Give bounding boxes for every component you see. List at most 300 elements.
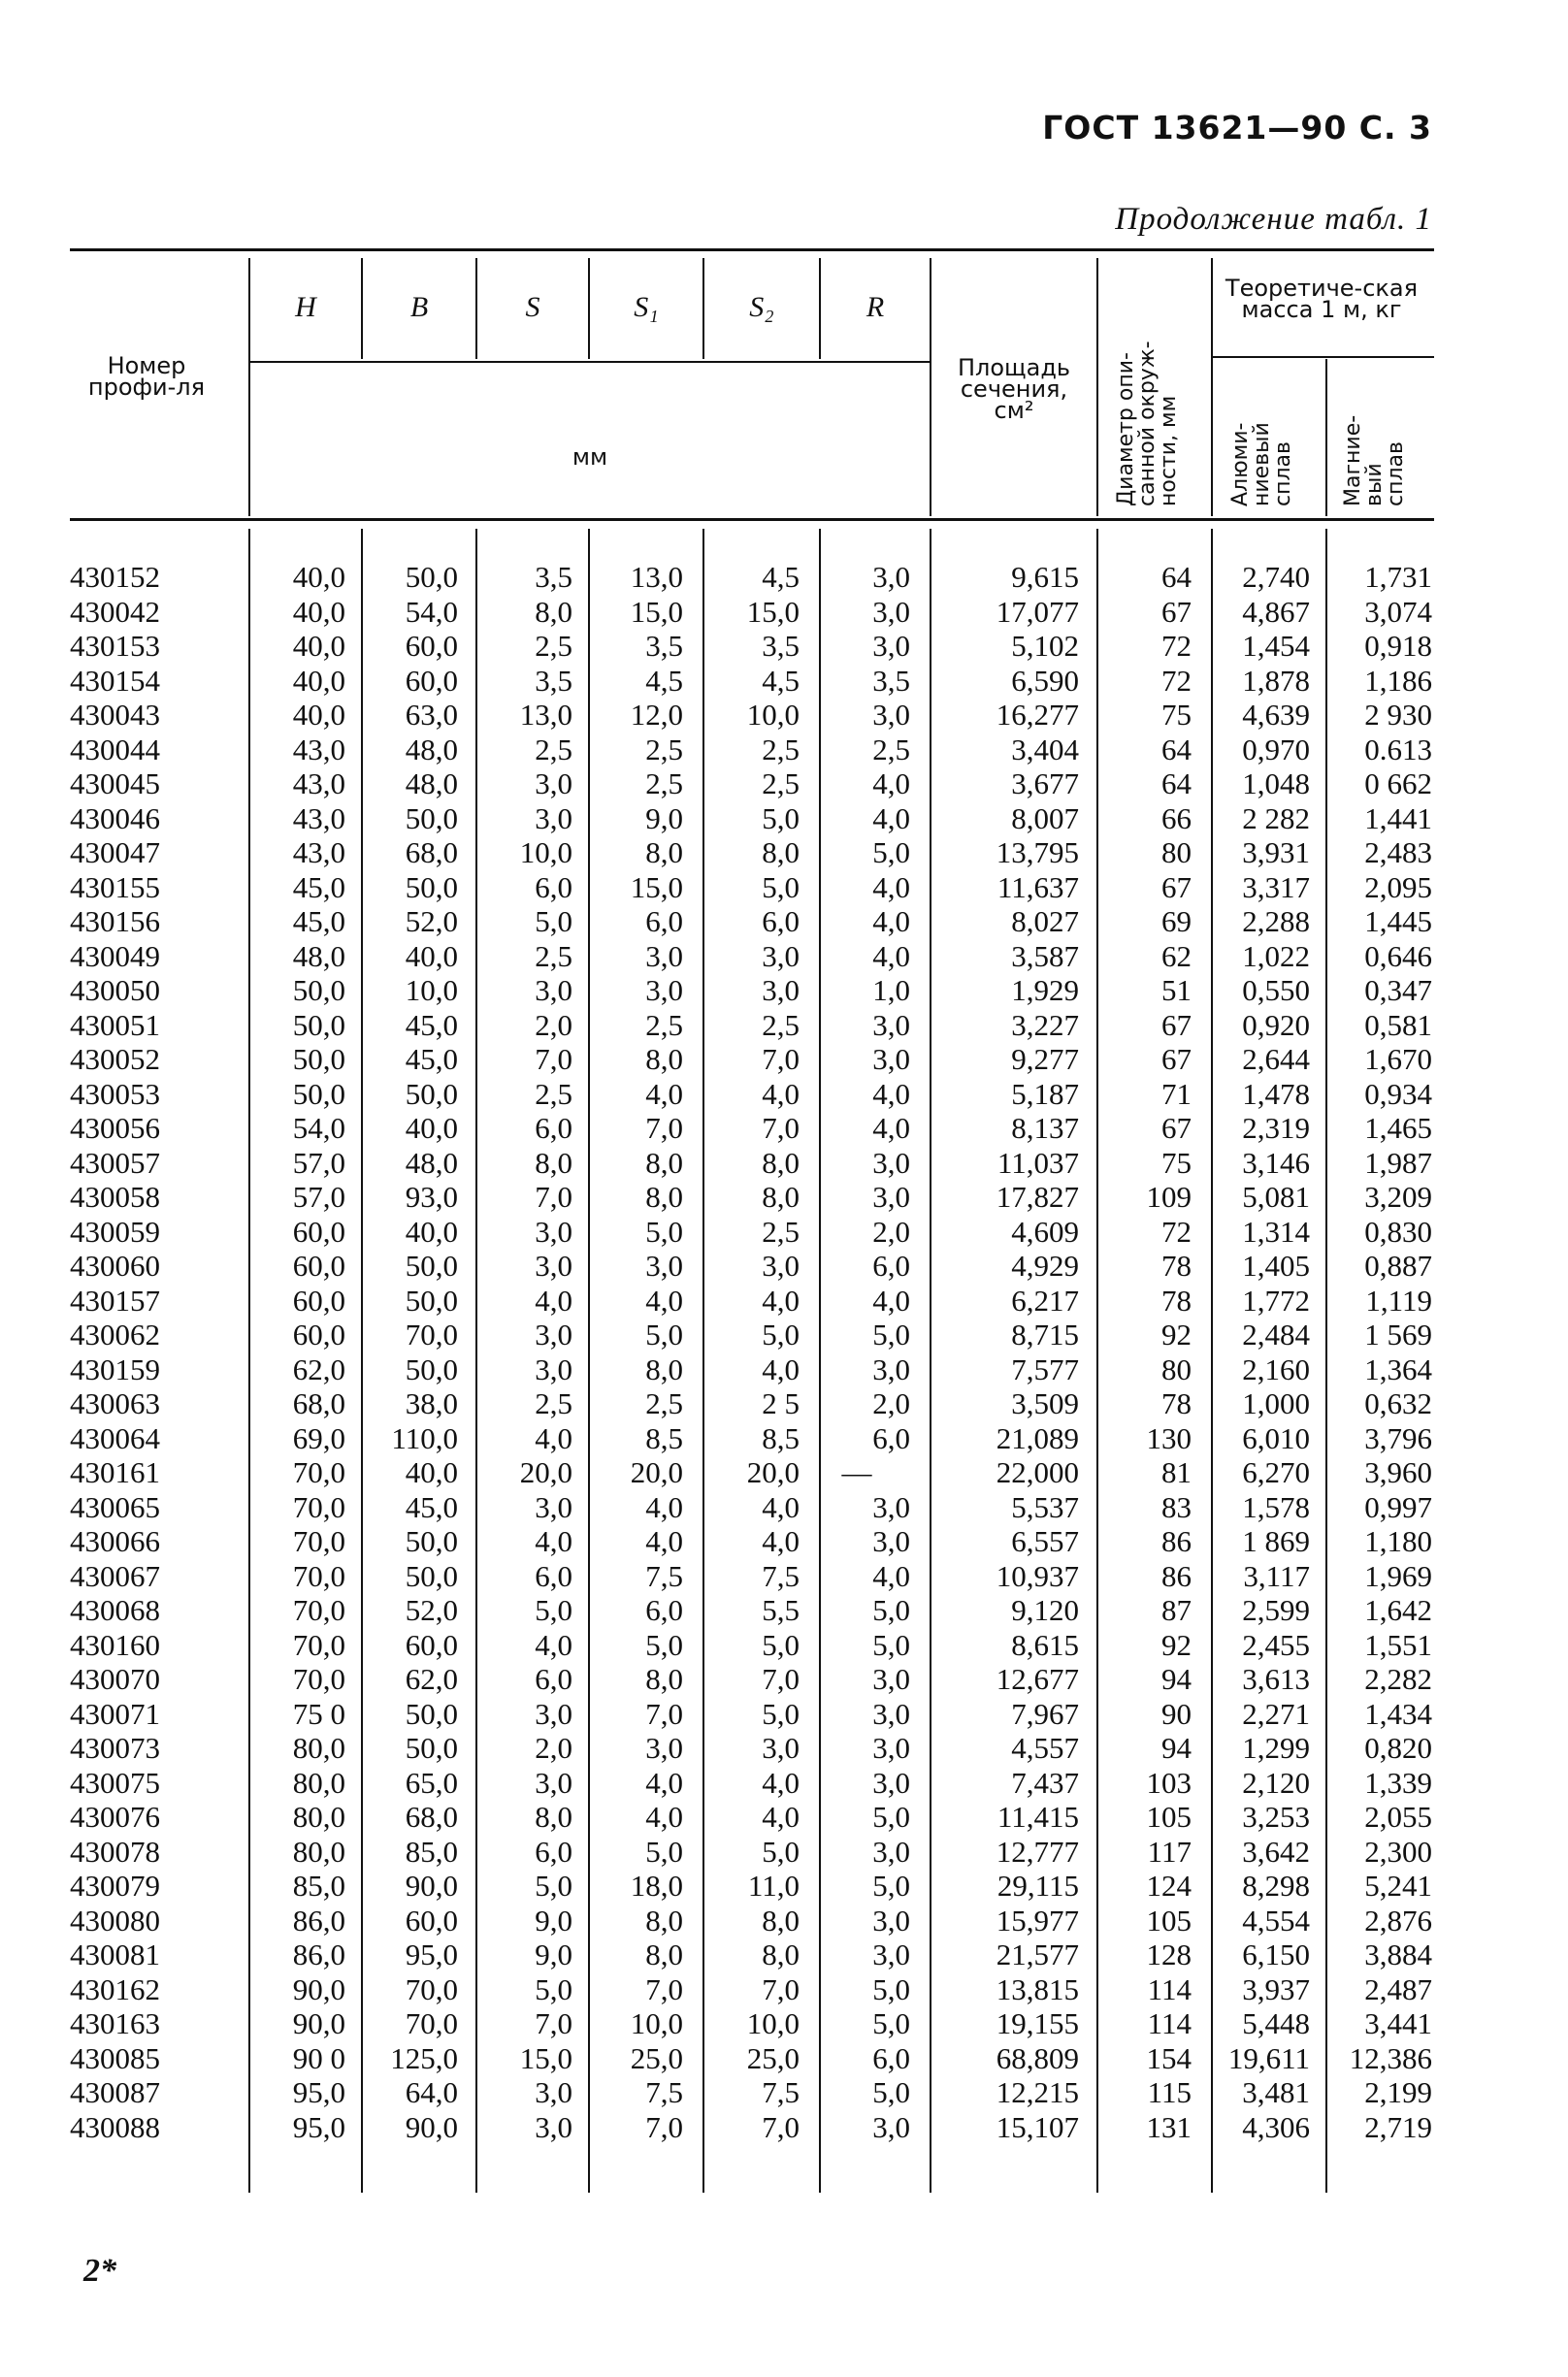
cell-diameter: 105 bbox=[1146, 1903, 1192, 1937]
cell-mass-aluminum: 3,117 bbox=[1243, 1558, 1310, 1593]
cell-profile-number: 430079 bbox=[70, 1869, 160, 1903]
cell-S: 8,0 bbox=[535, 1800, 572, 1834]
header-R: R bbox=[866, 291, 885, 323]
cell-R: 4,0 bbox=[872, 938, 910, 973]
cell-H: 48,0 bbox=[292, 938, 345, 973]
cell-H: 40,0 bbox=[292, 698, 345, 732]
table-row bbox=[0, 1455, 1568, 1489]
cell-S2: 4,0 bbox=[762, 1800, 800, 1834]
cell-S1: 4,0 bbox=[645, 1765, 683, 1800]
cell-profile-number: 430162 bbox=[70, 1971, 160, 2006]
cell-S1: 2,5 bbox=[645, 732, 683, 766]
header-profile-number: Номер профи-ля bbox=[87, 352, 206, 401]
cell-H: 90,0 bbox=[292, 2006, 345, 2040]
table-row bbox=[0, 1524, 1568, 1558]
cell-S1: 7,5 bbox=[645, 1558, 683, 1593]
cell-H: 70,0 bbox=[292, 1627, 345, 1662]
cell-B: 63,0 bbox=[405, 698, 458, 732]
cell-diameter: 51 bbox=[1161, 973, 1192, 1007]
cell-mass-magnesium: 2,199 bbox=[1364, 2075, 1432, 2109]
cell-S: 3,0 bbox=[535, 973, 572, 1007]
cell-H: 95,0 bbox=[292, 2109, 345, 2144]
cell-area: 22,000 bbox=[996, 1455, 1079, 1489]
cell-area: 9,277 bbox=[1011, 1042, 1079, 1076]
cell-S2: 7,5 bbox=[762, 1558, 800, 1593]
header-H: H bbox=[295, 291, 316, 323]
cell-S: 4,0 bbox=[535, 1283, 572, 1318]
cell-R: 3,0 bbox=[872, 1351, 910, 1386]
header-aluminum: Алюми- ниевый сплав bbox=[1228, 422, 1295, 506]
cell-S: 5,0 bbox=[535, 1971, 572, 2006]
cell-profile-number: 430153 bbox=[70, 629, 160, 663]
table-row bbox=[0, 2041, 1568, 2075]
cell-mass-magnesium: 0,887 bbox=[1364, 1249, 1432, 1283]
cell-S1: 8,0 bbox=[645, 1937, 683, 1971]
cell-H: 70,0 bbox=[292, 1524, 345, 1558]
cell-S1: 8,0 bbox=[645, 1662, 683, 1696]
table-row bbox=[0, 1697, 1568, 1731]
cell-R: 5,0 bbox=[872, 835, 910, 869]
cell-H: 90,0 bbox=[292, 1971, 345, 2006]
cell-diameter: 86 bbox=[1161, 1558, 1192, 1593]
cell-B: 45,0 bbox=[405, 1042, 458, 1076]
cell-area: 13,815 bbox=[996, 1971, 1079, 2006]
cell-area: 6,557 bbox=[1011, 1524, 1079, 1558]
header-unit-mm: мм bbox=[572, 443, 608, 471]
cell-diameter: 87 bbox=[1161, 1593, 1192, 1627]
cell-S1: 8,0 bbox=[645, 1180, 683, 1214]
cell-S2: 20,0 bbox=[746, 1455, 800, 1489]
cell-H: 43,0 bbox=[292, 800, 345, 835]
cell-B: 90,0 bbox=[405, 1869, 458, 1903]
cell-mass-aluminum: 4,639 bbox=[1242, 698, 1310, 732]
table-top-rule bbox=[70, 248, 1434, 251]
cell-B: 64,0 bbox=[405, 2075, 458, 2109]
table-row bbox=[0, 1766, 1568, 1800]
mass-subheader-rule bbox=[1211, 356, 1434, 358]
table-row bbox=[0, 2075, 1568, 2109]
cell-mass-aluminum: 2,455 bbox=[1242, 1627, 1310, 1662]
cell-B: 60,0 bbox=[405, 1627, 458, 1662]
header-diameter: Диаметр опи- санной окруж- ности, мм bbox=[1114, 341, 1181, 506]
table-row bbox=[0, 1800, 1568, 1834]
cell-mass-magnesium: 1,987 bbox=[1364, 1145, 1432, 1180]
cell-S: 3,0 bbox=[535, 800, 572, 835]
cell-B: 50,0 bbox=[405, 1351, 458, 1386]
cell-diameter: 80 bbox=[1161, 835, 1192, 869]
cell-R: 3,5 bbox=[872, 663, 910, 698]
cell-H: 40,0 bbox=[292, 663, 345, 698]
cell-S: 4,0 bbox=[535, 1524, 572, 1558]
cell-mass-aluminum: 2,740 bbox=[1242, 560, 1310, 594]
cell-mass-aluminum: 1,578 bbox=[1242, 1489, 1310, 1524]
cell-mass-magnesium: 0,934 bbox=[1364, 1076, 1432, 1111]
cell-S: 3,5 bbox=[535, 663, 572, 698]
cell-R: — bbox=[841, 1455, 872, 1489]
table-row bbox=[0, 1421, 1568, 1455]
header-S1: S₁ bbox=[634, 291, 659, 323]
cell-mass-magnesium: 0,830 bbox=[1364, 1214, 1432, 1249]
cell-S1: 7,0 bbox=[645, 2109, 683, 2144]
table-header-bottom-rule bbox=[70, 518, 1434, 521]
cell-profile-number: 430063 bbox=[70, 1386, 160, 1420]
cell-S1: 5,0 bbox=[645, 1318, 683, 1351]
cell-area: 9,615 bbox=[1011, 560, 1079, 594]
cell-S1: 7,0 bbox=[645, 1111, 683, 1145]
cell-profile-number: 430076 bbox=[70, 1800, 160, 1834]
cell-S: 7,0 bbox=[535, 2006, 572, 2040]
cell-mass-aluminum: 1,478 bbox=[1242, 1076, 1310, 1111]
cell-mass-aluminum: 1,454 bbox=[1242, 629, 1310, 663]
cell-S: 3,0 bbox=[535, 1318, 572, 1351]
cell-R: 3,0 bbox=[872, 560, 910, 594]
cell-mass-aluminum: 2,319 bbox=[1242, 1111, 1310, 1145]
cell-S: 2,5 bbox=[535, 938, 572, 973]
cell-B: 62,0 bbox=[405, 1662, 458, 1696]
cell-mass-magnesium: 2,055 bbox=[1364, 1800, 1432, 1834]
cell-B: 48,0 bbox=[405, 732, 458, 766]
cell-profile-number: 430057 bbox=[70, 1145, 160, 1180]
cell-diameter: 78 bbox=[1161, 1386, 1192, 1420]
cell-mass-aluminum: 6,010 bbox=[1242, 1420, 1310, 1455]
cell-mass-aluminum: 2,288 bbox=[1242, 904, 1310, 938]
cell-S2: 2 5 bbox=[762, 1386, 800, 1420]
cell-mass-aluminum: 3,937 bbox=[1242, 1971, 1310, 2006]
cell-B: 70,0 bbox=[405, 1971, 458, 2006]
table-continuation-caption: Продолжение табл. 1 bbox=[1115, 202, 1432, 237]
table-row bbox=[0, 1559, 1568, 1593]
cell-B: 52,0 bbox=[405, 1593, 458, 1627]
cell-area: 3,509 bbox=[1011, 1386, 1079, 1420]
cell-area: 15,977 bbox=[996, 1903, 1079, 1937]
cell-R: 3,0 bbox=[872, 1145, 910, 1180]
cell-S1: 4,0 bbox=[645, 1800, 683, 1834]
cell-mass-magnesium: 3,796 bbox=[1364, 1420, 1432, 1455]
cell-mass-magnesium: 2,095 bbox=[1364, 869, 1432, 904]
cell-S1: 9,0 bbox=[645, 800, 683, 835]
cell-mass-aluminum: 3,317 bbox=[1242, 869, 1310, 904]
cell-diameter: 62 bbox=[1161, 938, 1192, 973]
cell-area: 9,120 bbox=[1011, 1593, 1079, 1627]
cell-S1: 3,0 bbox=[645, 1731, 683, 1765]
cell-H: 86,0 bbox=[292, 1937, 345, 1971]
cell-B: 50,0 bbox=[405, 1283, 458, 1318]
cell-S: 9,0 bbox=[535, 1937, 572, 1971]
cell-diameter: 78 bbox=[1161, 1283, 1192, 1318]
cell-mass-magnesium: 3,441 bbox=[1364, 2006, 1432, 2040]
cell-H: 57,0 bbox=[292, 1145, 345, 1180]
cell-S2: 3,0 bbox=[762, 1249, 800, 1283]
cell-diameter: 115 bbox=[1147, 2075, 1192, 2109]
cell-S1: 3,0 bbox=[645, 1249, 683, 1283]
cell-mass-aluminum: 19,611 bbox=[1227, 2040, 1310, 2075]
table-row bbox=[0, 1662, 1568, 1696]
cell-S: 3,0 bbox=[535, 1214, 572, 1249]
cell-S2: 2,5 bbox=[762, 766, 800, 800]
cell-mass-magnesium: 0,581 bbox=[1364, 1007, 1432, 1042]
table-row bbox=[0, 1904, 1568, 1937]
cell-diameter: 75 bbox=[1161, 698, 1192, 732]
cell-mass-magnesium: 0 662 bbox=[1364, 766, 1432, 800]
table-row bbox=[0, 1628, 1568, 1662]
table-row bbox=[0, 1284, 1568, 1318]
cell-diameter: 66 bbox=[1161, 800, 1192, 835]
cell-area: 1,929 bbox=[1011, 973, 1079, 1007]
cell-S2: 5,0 bbox=[762, 1834, 800, 1869]
cell-H: 68,0 bbox=[292, 1386, 345, 1420]
cell-S2: 7,0 bbox=[762, 1971, 800, 2006]
cell-S1: 6,0 bbox=[645, 1593, 683, 1627]
cell-profile-number: 430064 bbox=[70, 1420, 160, 1455]
cell-B: 50,0 bbox=[405, 1558, 458, 1593]
cell-diameter: 71 bbox=[1161, 1076, 1192, 1111]
cell-diameter: 124 bbox=[1146, 1869, 1192, 1903]
cell-H: 50,0 bbox=[292, 1007, 345, 1042]
cell-profile-number: 430154 bbox=[70, 663, 160, 698]
cell-R: 4,0 bbox=[872, 1558, 910, 1593]
header-B: B bbox=[409, 291, 429, 323]
cell-B: 93,0 bbox=[405, 1180, 458, 1214]
cell-B: 50,0 bbox=[405, 1249, 458, 1283]
cell-H: 40,0 bbox=[292, 594, 345, 629]
cell-S: 3,0 bbox=[535, 1249, 572, 1283]
cell-diameter: 128 bbox=[1146, 1937, 1192, 1971]
cell-S1: 5,0 bbox=[645, 1627, 683, 1662]
cell-S2: 3,0 bbox=[762, 1731, 800, 1765]
cell-H: 60,0 bbox=[292, 1283, 345, 1318]
cell-S1: 13,0 bbox=[630, 560, 683, 594]
cell-mass-magnesium: 1,339 bbox=[1364, 1765, 1432, 1800]
cell-area: 17,077 bbox=[996, 594, 1079, 629]
cell-S: 6,0 bbox=[535, 1834, 572, 1869]
cell-area: 3,677 bbox=[1011, 766, 1079, 800]
cell-profile-number: 430071 bbox=[70, 1696, 160, 1731]
cell-S: 5,0 bbox=[535, 904, 572, 938]
cell-R: 5,0 bbox=[872, 1869, 910, 1903]
cell-profile-number: 430163 bbox=[70, 2006, 160, 2040]
cell-mass-magnesium: 1,434 bbox=[1364, 1696, 1432, 1731]
cell-mass-magnesium: 1,670 bbox=[1364, 1042, 1432, 1076]
cell-mass-aluminum: 3,642 bbox=[1242, 1834, 1310, 1869]
cell-profile-number: 430047 bbox=[70, 835, 160, 869]
header-mass: Теоретиче-ская масса 1 м, кг bbox=[1225, 275, 1419, 323]
cell-S1: 7,0 bbox=[645, 1971, 683, 2006]
cell-mass-aluminum: 2,160 bbox=[1242, 1351, 1310, 1386]
cell-S: 2,0 bbox=[535, 1007, 572, 1042]
cell-area: 11,415 bbox=[996, 1800, 1079, 1834]
cell-profile-number: 430059 bbox=[70, 1214, 160, 1249]
cell-mass-aluminum: 1 869 bbox=[1242, 1524, 1310, 1558]
cell-mass-aluminum: 8,298 bbox=[1242, 1869, 1310, 1903]
cell-mass-aluminum: 3,613 bbox=[1242, 1662, 1310, 1696]
cell-S2: 8,0 bbox=[762, 1937, 800, 1971]
cell-area: 4,557 bbox=[1011, 1731, 1079, 1765]
cell-profile-number: 430066 bbox=[70, 1524, 160, 1558]
cell-area: 19,155 bbox=[996, 2006, 1079, 2040]
cell-area: 12,215 bbox=[996, 2075, 1079, 2109]
cell-R: 4,0 bbox=[872, 869, 910, 904]
cell-diameter: 64 bbox=[1161, 766, 1192, 800]
cell-profile-number: 430056 bbox=[70, 1111, 160, 1145]
header-divider bbox=[1211, 258, 1213, 516]
cell-diameter: 67 bbox=[1161, 869, 1192, 904]
cell-mass-magnesium: 2 930 bbox=[1364, 698, 1432, 732]
cell-H: 60,0 bbox=[292, 1318, 345, 1351]
cell-S2: 10,0 bbox=[746, 698, 800, 732]
cell-profile-number: 430073 bbox=[70, 1731, 160, 1765]
cell-H: 45,0 bbox=[292, 904, 345, 938]
cell-diameter: 130 bbox=[1146, 1420, 1192, 1455]
cell-R: 5,0 bbox=[872, 1593, 910, 1627]
cell-area: 3,587 bbox=[1011, 938, 1079, 973]
cell-S2: 7,0 bbox=[762, 1042, 800, 1076]
cell-R: 3,0 bbox=[872, 1731, 910, 1765]
cell-R: 5,0 bbox=[872, 2075, 910, 2109]
cell-R: 3,0 bbox=[872, 1937, 910, 1971]
cell-H: 70,0 bbox=[292, 1593, 345, 1627]
cell-profile-number: 430159 bbox=[70, 1351, 160, 1386]
cell-S2: 25,0 bbox=[746, 2040, 800, 2075]
cell-S: 3,0 bbox=[535, 2075, 572, 2109]
cell-profile-number: 430085 bbox=[70, 2040, 160, 2075]
cell-mass-magnesium: 1,642 bbox=[1364, 1593, 1432, 1627]
cell-area: 5,187 bbox=[1011, 1076, 1079, 1111]
cell-R: 5,0 bbox=[872, 1800, 910, 1834]
cell-mass-aluminum: 1,022 bbox=[1242, 938, 1310, 973]
cell-S1: 3,0 bbox=[645, 973, 683, 1007]
cell-B: 65,0 bbox=[405, 1765, 458, 1800]
cell-S2: 6,0 bbox=[762, 904, 800, 938]
cell-mass-magnesium: 1,119 bbox=[1365, 1283, 1432, 1318]
page-header: ГОСТ 13621—90 С. 3 bbox=[1042, 109, 1432, 147]
cell-diameter: 64 bbox=[1161, 560, 1192, 594]
cell-mass-magnesium: 0,646 bbox=[1364, 938, 1432, 973]
cell-S: 6,0 bbox=[535, 869, 572, 904]
table-row bbox=[0, 1731, 1568, 1765]
cell-mass-magnesium: 1,445 bbox=[1364, 904, 1432, 938]
cell-H: 62,0 bbox=[292, 1351, 345, 1386]
cell-B: 50,0 bbox=[405, 1731, 458, 1765]
cell-S2: 4,0 bbox=[762, 1076, 800, 1111]
cell-S: 2,5 bbox=[535, 629, 572, 663]
cell-R: 6,0 bbox=[872, 1420, 910, 1455]
cell-mass-magnesium: 1,441 bbox=[1364, 800, 1432, 835]
cell-S2: 8,5 bbox=[762, 1420, 800, 1455]
cell-S: 4,0 bbox=[535, 1627, 572, 1662]
cell-S2: 7,0 bbox=[762, 2109, 800, 2144]
cell-mass-magnesium: 2,487 bbox=[1364, 1971, 1432, 2006]
cell-S1: 4,0 bbox=[645, 1076, 683, 1111]
cell-S2: 5,0 bbox=[762, 800, 800, 835]
cell-S2: 4,0 bbox=[762, 1283, 800, 1318]
cell-diameter: 94 bbox=[1161, 1662, 1192, 1696]
cell-profile-number: 430065 bbox=[70, 1489, 160, 1524]
cell-H: 45,0 bbox=[292, 869, 345, 904]
cell-profile-number: 430075 bbox=[70, 1765, 160, 1800]
cell-S2: 4,5 bbox=[762, 663, 800, 698]
cell-mass-magnesium: 3,884 bbox=[1364, 1937, 1432, 1971]
cell-S: 6,0 bbox=[535, 1558, 572, 1593]
cell-R: 2,0 bbox=[872, 1214, 910, 1249]
cell-mass-aluminum: 5,448 bbox=[1242, 2006, 1310, 2040]
table-row bbox=[0, 595, 1568, 629]
table-row bbox=[0, 1869, 1568, 1903]
cell-mass-magnesium: 3,074 bbox=[1364, 594, 1432, 629]
cell-S1: 15,0 bbox=[630, 869, 683, 904]
cell-mass-aluminum: 0,970 bbox=[1242, 732, 1310, 766]
footnote-mark: 2* bbox=[83, 2253, 116, 2289]
table-row bbox=[0, 664, 1568, 698]
cell-area: 7,437 bbox=[1011, 1765, 1079, 1800]
cell-mass-magnesium: 1,364 bbox=[1364, 1351, 1432, 1386]
cell-S2: 2,5 bbox=[762, 1007, 800, 1042]
cell-S: 3,0 bbox=[535, 1696, 572, 1731]
cell-S1: 4,0 bbox=[645, 1524, 683, 1558]
table-row bbox=[0, 1318, 1568, 1351]
cell-R: 5,0 bbox=[872, 1318, 910, 1351]
cell-R: 5,0 bbox=[872, 1971, 910, 2006]
cell-S: 9,0 bbox=[535, 1903, 572, 1937]
cell-profile-number: 430078 bbox=[70, 1834, 160, 1869]
cell-H: 80,0 bbox=[292, 1765, 345, 1800]
cell-H: 70,0 bbox=[292, 1489, 345, 1524]
cell-S: 2,5 bbox=[535, 1076, 572, 1111]
cell-profile-number: 430060 bbox=[70, 1249, 160, 1283]
cell-mass-aluminum: 3,146 bbox=[1242, 1145, 1310, 1180]
cell-S1: 2,5 bbox=[645, 1007, 683, 1042]
table-row bbox=[0, 1042, 1568, 1076]
cell-S: 8,0 bbox=[535, 1145, 572, 1180]
cell-S1: 8,5 bbox=[645, 1420, 683, 1455]
dimension-subheader-rule bbox=[250, 361, 930, 363]
cell-S2: 3,5 bbox=[762, 629, 800, 663]
cell-S2: 10,0 bbox=[746, 2006, 800, 2040]
cell-S2: 3,0 bbox=[762, 973, 800, 1007]
cell-profile-number: 430161 bbox=[70, 1455, 160, 1489]
cell-diameter: 72 bbox=[1161, 1214, 1192, 1249]
cell-profile-number: 430080 bbox=[70, 1903, 160, 1937]
cell-R: 4,0 bbox=[872, 766, 910, 800]
cell-diameter: 114 bbox=[1147, 1971, 1192, 2006]
cell-mass-aluminum: 4,867 bbox=[1242, 594, 1310, 629]
cell-S1: 8,0 bbox=[645, 1145, 683, 1180]
cell-R: 3,0 bbox=[872, 1524, 910, 1558]
table-row bbox=[0, 1077, 1568, 1111]
table-row bbox=[0, 1146, 1568, 1180]
cell-diameter: 75 bbox=[1161, 1145, 1192, 1180]
cell-S2: 2,5 bbox=[762, 732, 800, 766]
cell-H: 43,0 bbox=[292, 732, 345, 766]
cell-S: 13,0 bbox=[519, 698, 572, 732]
cell-S2: 5,0 bbox=[762, 1696, 800, 1731]
table-row bbox=[0, 1352, 1568, 1386]
cell-profile-number: 430052 bbox=[70, 1042, 160, 1076]
cell-mass-aluminum: 1,000 bbox=[1242, 1386, 1310, 1420]
cell-S1: 5,0 bbox=[645, 1834, 683, 1869]
cell-B: 10,0 bbox=[405, 973, 458, 1007]
cell-mass-aluminum: 1,299 bbox=[1242, 1731, 1310, 1765]
cell-H: 60,0 bbox=[292, 1214, 345, 1249]
cell-H: 40,0 bbox=[292, 629, 345, 663]
cell-area: 8,137 bbox=[1011, 1111, 1079, 1145]
cell-mass-magnesium: 1 569 bbox=[1364, 1318, 1432, 1351]
cell-B: 40,0 bbox=[405, 1111, 458, 1145]
table-row bbox=[0, 904, 1568, 938]
cell-profile-number: 430067 bbox=[70, 1558, 160, 1593]
cell-area: 11,637 bbox=[996, 869, 1079, 904]
cell-R: 5,0 bbox=[872, 2006, 910, 2040]
cell-H: 43,0 bbox=[292, 766, 345, 800]
